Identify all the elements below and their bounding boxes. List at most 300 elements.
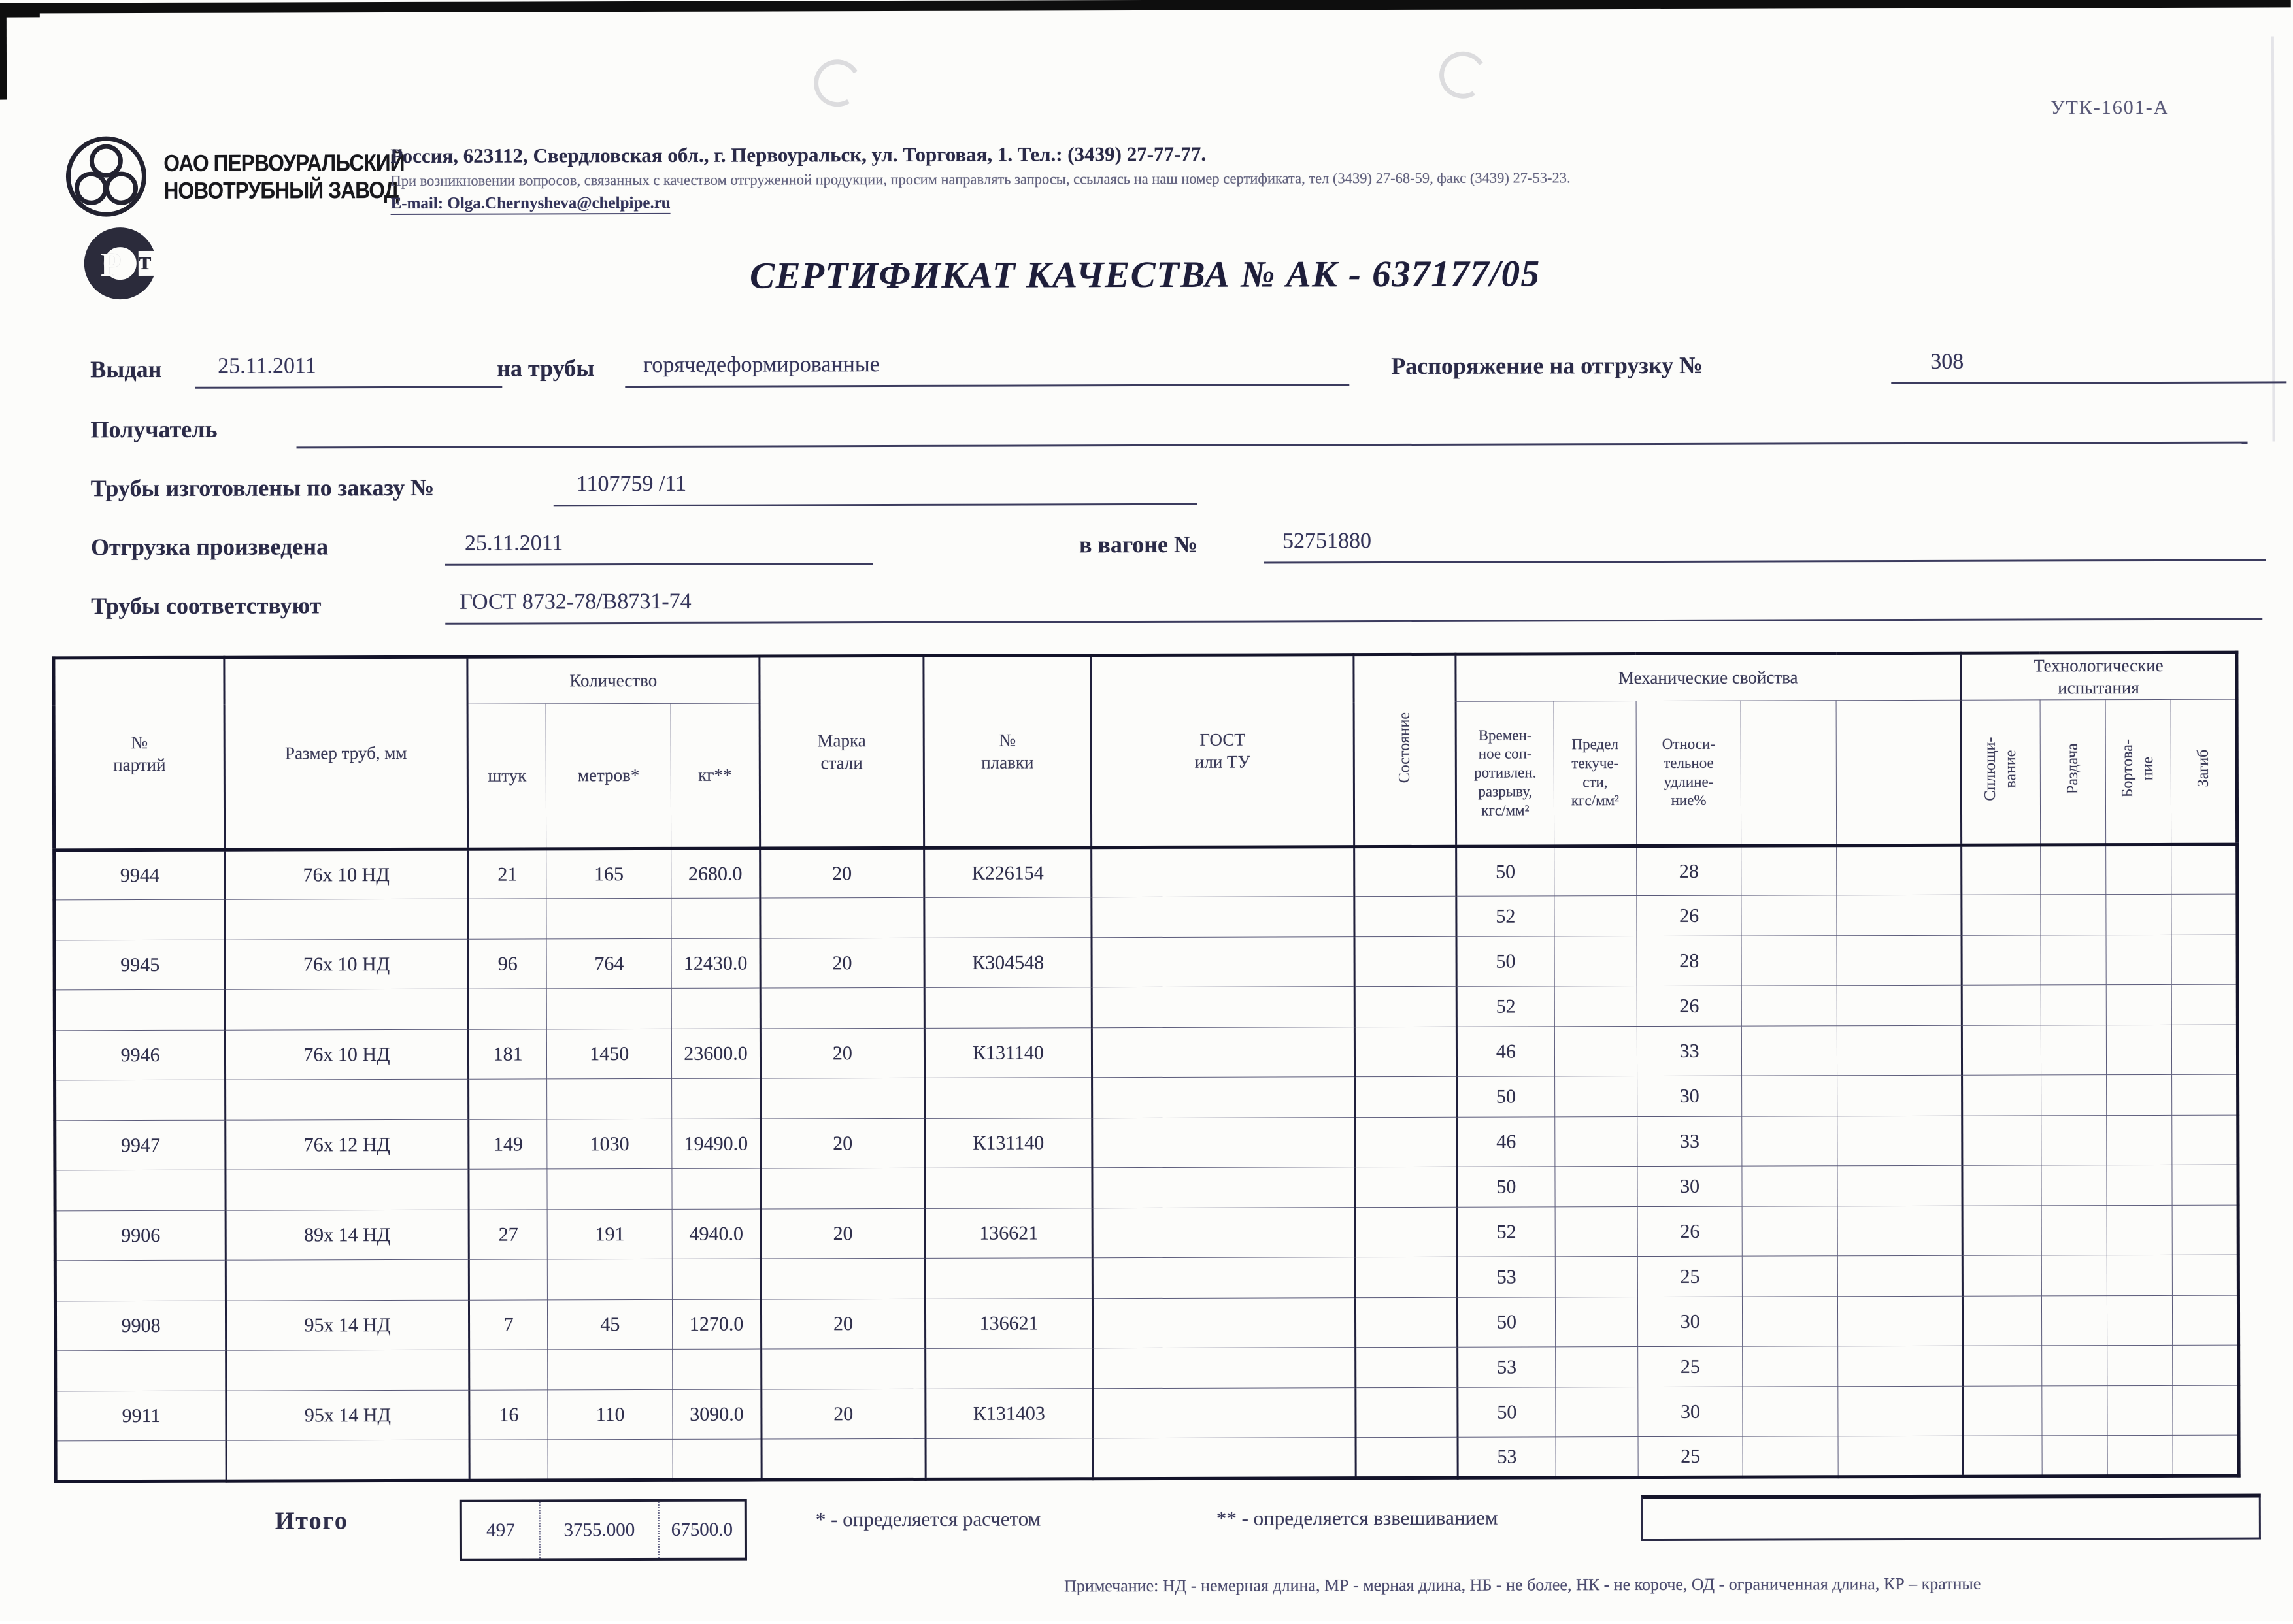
- cell-pcs: [468, 899, 547, 939]
- table-row: [55, 1295, 2238, 1351]
- cell-mech-extra1: [1742, 1116, 1837, 1166]
- company-address: Россия, 623112, Свердловская обл., г. Первоуральск, ул. Торговая, 1. Тел.: (3439) 27-77-77.: [390, 142, 1207, 168]
- cell-party: [56, 1350, 226, 1391]
- totals-pcs: 497: [462, 1502, 541, 1558]
- cell-steel: [760, 1078, 924, 1119]
- cell-elongation: 25: [1638, 1436, 1743, 1477]
- cell-mech-extra2: [1838, 1386, 1963, 1436]
- cell-size: [226, 1350, 469, 1391]
- totals-empty-box: [1641, 1494, 2261, 1541]
- cell-meters: [547, 1168, 672, 1209]
- cell-flanging: [2106, 984, 2172, 1025]
- col-header-flattening: Сплющи- вание: [1961, 700, 2040, 845]
- cell-heat: К226154: [924, 848, 1092, 898]
- col-header-mech-extra2: [1836, 700, 1961, 845]
- cell-elongation: 30: [1637, 1076, 1742, 1116]
- cell-yield: [1555, 1207, 1637, 1257]
- cell-state: [1355, 1207, 1457, 1257]
- cell-party: [54, 899, 225, 940]
- cell-meters: 1450: [547, 1029, 672, 1078]
- table-row: [56, 1385, 2239, 1441]
- company-name: [163, 149, 404, 205]
- cell-steel: [761, 1258, 925, 1299]
- cell-size: 89х 14 НД: [226, 1210, 469, 1260]
- cell-state: [1355, 1117, 1457, 1167]
- cell-meters: [547, 988, 672, 1029]
- cell-kg: 23600.0: [672, 1029, 761, 1078]
- table-row-secondary: [54, 984, 2237, 1031]
- cell-size: 95х 14 НД: [226, 1300, 469, 1350]
- col-header-kg: кг**: [671, 703, 760, 848]
- pipes-label: на трубы: [497, 355, 595, 382]
- cell-gost: [1092, 1257, 1355, 1299]
- order-label: Распоряжение на отгрузку №: [1391, 352, 1703, 380]
- cell-mech-extra1: [1743, 1297, 1838, 1346]
- cell-heat: [925, 1168, 1092, 1209]
- cell-flattening: [1962, 1206, 2041, 1255]
- table-row-secondary: [56, 1345, 2239, 1391]
- cell-mech-extra2: [1837, 1165, 1962, 1206]
- cell-steel: [761, 1348, 925, 1389]
- cell-yield: [1555, 1027, 1637, 1076]
- cell-mech-extra2: [1837, 1075, 1962, 1116]
- cell-tensile: 53: [1457, 1257, 1556, 1297]
- cell-flanging: [2107, 1295, 2173, 1345]
- cell-party: [55, 1260, 226, 1301]
- cell-flattening: [1962, 935, 2041, 985]
- cell-yield: [1556, 1437, 1638, 1478]
- cell-mech-extra2: [1837, 1206, 1962, 1255]
- cell-pcs: [469, 1259, 548, 1300]
- cell-flattening: [1962, 845, 2041, 895]
- cell-yield: [1555, 1167, 1637, 1207]
- cell-expansion: [2040, 895, 2106, 935]
- cell-size: 76х 10 НД: [225, 849, 468, 899]
- binder-hole-artifact: [1434, 46, 1491, 103]
- company-name-line1: ОАО ПЕРВОУРАЛЬСКИЙ: [163, 148, 405, 176]
- cell-mech-extra2: [1837, 895, 1962, 935]
- cell-yield: [1556, 1297, 1638, 1347]
- col-header-elongation: Относи- тельное удлине- ние%: [1636, 701, 1741, 846]
- cell-mech-extra1: [1741, 936, 1837, 986]
- cell-yield: [1554, 896, 1637, 936]
- cell-flattening: [1962, 1165, 2041, 1206]
- table-row: [54, 844, 2237, 900]
- cell-party: [55, 1080, 226, 1121]
- svg-text:т: т: [138, 245, 152, 276]
- cell-kg: 3090.0: [673, 1389, 762, 1439]
- cell-state: [1354, 936, 1456, 986]
- cell-tensile: 50: [1456, 936, 1555, 986]
- col-group-mechanical: Механические свойства: [1455, 653, 1961, 701]
- totals-kg: 67500.0: [671, 1519, 733, 1540]
- cell-meters: [548, 1439, 673, 1480]
- cell-heat: [924, 1078, 1092, 1119]
- cell-gost: [1092, 1118, 1355, 1168]
- cell-meters: 191: [547, 1209, 672, 1259]
- cell-steel: 20: [761, 1299, 925, 1349]
- col-group-quantity: Количество: [467, 656, 760, 704]
- cell-flattening: [1962, 1116, 2041, 1165]
- cell-meters: [548, 1349, 673, 1389]
- receiver-label: Получатель: [90, 416, 218, 443]
- standard-value: ГОСТ 8732-78/В8731-74: [445, 586, 2262, 625]
- cell-kg: [672, 1078, 761, 1119]
- cell-kg: [672, 1259, 761, 1299]
- cell-kg: [671, 988, 760, 1029]
- table-row: [54, 935, 2237, 990]
- cell-mech-extra2: [1837, 935, 1962, 985]
- cell-meters: 165: [546, 848, 671, 898]
- cell-elongation: 30: [1637, 1297, 1743, 1346]
- cell-bend: [2173, 1385, 2239, 1435]
- cell-mech-extra2: [1837, 1116, 1962, 1165]
- table-row-secondary: [55, 1074, 2238, 1121]
- cell-gost: [1092, 1167, 1355, 1208]
- cell-elongation: 26: [1637, 986, 1742, 1026]
- cell-expansion: [2041, 985, 2107, 1025]
- cell-mech-extra2: [1838, 1346, 1963, 1386]
- cell-steel: 20: [761, 1118, 925, 1168]
- table-row-secondary: [55, 1255, 2238, 1301]
- cell-heat: 136621: [925, 1299, 1092, 1349]
- cell-size: [226, 1079, 469, 1120]
- cell-elongation: 25: [1637, 1256, 1743, 1297]
- cell-tensile: 53: [1457, 1347, 1556, 1387]
- cell-flanging: [2107, 1385, 2173, 1435]
- totals-box: [460, 1499, 747, 1561]
- shipped-value: 25.11.2011: [445, 530, 873, 566]
- cell-state: [1354, 1027, 1456, 1076]
- cell-kg: 2680.0: [671, 848, 760, 898]
- cell-size: [226, 1440, 469, 1481]
- cell-tensile: 50: [1457, 1297, 1556, 1347]
- cell-mech-extra1: [1742, 1076, 1837, 1116]
- made-value: 1107759 /11: [554, 471, 1197, 507]
- col-header-expansion: Раздача: [2040, 700, 2106, 845]
- col-header-state: Состояние: [1354, 654, 1456, 846]
- cell-mech-extra2: [1837, 845, 1962, 895]
- cell-heat: К131140: [925, 1118, 1092, 1168]
- col-header-heat: № плавки: [924, 655, 1092, 848]
- cell-flattening: [1963, 1346, 2042, 1386]
- col-header-meters: метров*: [546, 703, 671, 848]
- col-header-steel: Марка стали: [760, 655, 924, 848]
- cell-state: [1356, 1387, 1458, 1437]
- col-header-bend: Загиб: [2171, 699, 2237, 844]
- certificate-title: СЕРТИФИКАТ КАЧЕСТВА № АК - 637177/05: [750, 253, 1541, 297]
- cell-yield: [1554, 846, 1637, 896]
- svg-text:Р: Р: [100, 246, 122, 284]
- cell-pcs: 7: [469, 1300, 548, 1350]
- cell-mech-extra1: [1742, 1166, 1837, 1206]
- cell-bend: [2173, 1435, 2239, 1476]
- cell-bend: [2171, 935, 2237, 984]
- form-code: УТК-1601-А: [2050, 96, 2169, 119]
- cell-steel: 20: [760, 848, 924, 898]
- totals-label: Итого: [275, 1507, 348, 1535]
- issued-label: Выдан: [90, 356, 162, 383]
- wagon-label: в вагоне №: [1079, 531, 1198, 558]
- cell-yield: [1555, 1117, 1637, 1167]
- cell-flanging: [2107, 1345, 2173, 1385]
- cell-gost: [1092, 987, 1354, 1028]
- cell-meters: [548, 1259, 673, 1299]
- cell-yield: [1554, 986, 1637, 1027]
- pipe-bundle-logo-icon: [60, 132, 158, 222]
- cell-gost: [1093, 1438, 1356, 1479]
- cell-flattening: [1963, 1386, 2042, 1436]
- receiver-value: [296, 409, 2247, 449]
- cell-tensile: 50: [1456, 1167, 1555, 1207]
- scan-edge-left: [0, 3, 7, 100]
- cell-mech-extra1: [1742, 1026, 1837, 1076]
- cell-steel: [760, 897, 924, 938]
- cell-kg: [673, 1439, 762, 1480]
- cell-gost: [1092, 897, 1354, 938]
- cell-heat: [924, 987, 1092, 1029]
- cell-pcs: [469, 1169, 548, 1210]
- cell-expansion: [2042, 1436, 2108, 1476]
- cell-pcs: [469, 1440, 548, 1480]
- cell-state: [1354, 986, 1456, 1027]
- cell-flanging: [2106, 1025, 2172, 1074]
- col-header-yield: Предел текуче- сти, кгс/мм²: [1554, 701, 1636, 846]
- cell-meters: 110: [548, 1389, 673, 1439]
- table-row: [55, 1205, 2238, 1261]
- cell-yield: [1556, 1347, 1638, 1387]
- cell-state: [1354, 896, 1456, 936]
- cell-meters: [546, 898, 671, 938]
- cell-flanging: [2107, 1115, 2173, 1165]
- cell-party: 9947: [55, 1120, 226, 1170]
- cell-heat: К304548: [924, 938, 1092, 988]
- cell-tensile: 46: [1456, 1117, 1555, 1167]
- cell-kg: [673, 1349, 762, 1389]
- cell-elongation: 33: [1637, 1026, 1742, 1076]
- cell-bend: [2171, 844, 2237, 894]
- cell-steel: [761, 1168, 925, 1209]
- cell-state: [1356, 1437, 1458, 1478]
- cell-expansion: [2041, 1296, 2107, 1346]
- cell-party: [55, 1170, 226, 1211]
- cell-meters: 45: [548, 1299, 673, 1349]
- cell-expansion: [2041, 1386, 2107, 1436]
- cell-tensile: 52: [1456, 896, 1554, 936]
- cell-bend: [2173, 1255, 2239, 1295]
- col-header-tensile: Времен- ное соп- ротивлен. разрыву, кгс/мм²: [1456, 701, 1554, 846]
- certificate-table: [52, 651, 2240, 1483]
- cell-gost: [1092, 1208, 1355, 1258]
- binder-hole-artifact: [809, 55, 866, 112]
- cell-flanging: [2107, 1255, 2173, 1295]
- cell-pcs: 96: [468, 939, 547, 989]
- cell-bend: [2172, 1165, 2238, 1205]
- cell-tensile: 52: [1456, 986, 1555, 1027]
- cell-mech-extra1: [1741, 846, 1837, 895]
- cell-gost: [1092, 1027, 1354, 1078]
- cell-expansion: [2041, 1255, 2107, 1296]
- cell-heat: 136621: [925, 1208, 1092, 1259]
- cell-flanging: [2107, 1165, 2173, 1205]
- cell-tensile: 50: [1457, 1387, 1556, 1437]
- cell-elongation: 26: [1637, 1206, 1743, 1256]
- cell-mech-extra2: [1838, 1436, 1963, 1476]
- cell-party: 9945: [54, 940, 225, 990]
- cell-elongation: 33: [1637, 1116, 1742, 1166]
- cell-flanging: [2107, 1205, 2173, 1255]
- cell-kg: 4940.0: [672, 1209, 761, 1259]
- cell-yield: [1554, 936, 1637, 986]
- cell-gost: [1092, 847, 1354, 897]
- cell-expansion: [2041, 1025, 2107, 1075]
- table-row: [54, 1025, 2237, 1080]
- cell-bend: [2172, 984, 2238, 1025]
- cell-flanging: [2107, 1074, 2173, 1115]
- cell-bend: [2172, 1074, 2238, 1115]
- col-header-pcs: штук: [467, 704, 546, 849]
- cell-elongation: 28: [1636, 846, 1741, 895]
- cell-flanging: [2106, 894, 2172, 935]
- scan-edge-top: [0, 0, 2291, 14]
- cell-flanging: [2106, 935, 2172, 984]
- cell-steel: [762, 1438, 926, 1480]
- cell-pcs: 16: [469, 1390, 548, 1440]
- cell-state: [1355, 1257, 1457, 1297]
- cell-party: [56, 1440, 226, 1482]
- cell-elongation: 30: [1637, 1166, 1743, 1206]
- cell-flattening: [1962, 985, 2041, 1025]
- cell-steel: 20: [760, 938, 924, 988]
- cell-gost: [1093, 1298, 1356, 1348]
- cell-flattening: [1962, 1255, 2041, 1296]
- cell-gost: [1092, 937, 1354, 987]
- cell-flanging: [2107, 1435, 2173, 1476]
- cell-mech-extra1: [1743, 1387, 1838, 1436]
- cell-mech-extra1: [1743, 1346, 1838, 1387]
- cell-meters: 1030: [547, 1119, 672, 1168]
- cell-state: [1355, 1167, 1457, 1207]
- totals-meters: 3755.000: [541, 1502, 660, 1558]
- cell-pcs: [468, 989, 547, 1029]
- cell-kg: 1270.0: [673, 1299, 762, 1349]
- cell-heat: [925, 1258, 1092, 1299]
- company-email: E-mail: Olga.Chernysheva@chelpipe.ru: [391, 190, 2195, 213]
- cell-heat: [924, 897, 1092, 938]
- cell-pcs: 27: [469, 1210, 548, 1259]
- footnote-weighed: ** - определяется взвешиванием: [1216, 1506, 1498, 1530]
- cell-tensile: 52: [1457, 1207, 1556, 1257]
- cell-mech-extra1: [1743, 1206, 1838, 1256]
- cell-party: 9906: [55, 1210, 226, 1261]
- cell-tensile: 53: [1458, 1437, 1556, 1478]
- cell-bend: [2172, 1205, 2238, 1255]
- order-value: 308: [1891, 348, 2286, 384]
- cell-size: 76х 10 НД: [226, 1029, 469, 1080]
- cell-elongation: 25: [1637, 1346, 1743, 1387]
- cell-bend: [2173, 1295, 2239, 1345]
- col-header-gost: ГОСТ или ТУ: [1091, 655, 1354, 848]
- cell-gost: [1092, 1077, 1355, 1118]
- cell-kg: 19490.0: [672, 1119, 761, 1168]
- col-group-technological: Технологические испытания: [1961, 652, 2237, 700]
- issued-value: 25.11.2011: [195, 354, 502, 389]
- cell-elongation: 30: [1638, 1387, 1743, 1436]
- cell-bend: [2171, 894, 2237, 935]
- cell-state: [1356, 1347, 1458, 1387]
- cell-tensile: 50: [1456, 846, 1554, 896]
- table-row-secondary: [56, 1435, 2239, 1482]
- company-logo: [60, 131, 437, 223]
- cell-gost: [1093, 1348, 1356, 1389]
- cell-mech-extra1: [1742, 986, 1837, 1026]
- cell-yield: [1555, 1076, 1637, 1117]
- cell-party: 9908: [55, 1301, 226, 1351]
- made-label: Трубы изготовлены по заказу №: [90, 474, 435, 502]
- shipped-label: Отгрузка произведена: [90, 533, 329, 561]
- cell-pcs: 149: [469, 1119, 548, 1169]
- cell-kg: 12430.0: [671, 938, 760, 988]
- col-header-party: № партий: [54, 657, 225, 850]
- cell-mech-extra1: [1743, 1256, 1838, 1297]
- cell-pcs: [469, 1350, 548, 1390]
- cell-state: [1354, 846, 1456, 896]
- cell-pcs: 181: [468, 1029, 547, 1079]
- cell-party: 9946: [54, 1030, 225, 1080]
- cell-heat: К131140: [924, 1028, 1092, 1078]
- cell-bend: [2172, 1025, 2238, 1074]
- cell-mech-extra2: [1837, 1025, 1962, 1075]
- cell-size: 76х 10 НД: [225, 939, 468, 989]
- table-row-secondary: [54, 894, 2237, 940]
- cell-expansion: [2041, 1075, 2107, 1116]
- col-header-size: Размер труб, мм: [224, 657, 467, 850]
- cell-expansion: [2041, 935, 2107, 985]
- col-header-mech-extra1: [1741, 701, 1837, 846]
- table-row-secondary: [55, 1165, 2238, 1211]
- standard-label: Трубы соответствуют: [91, 592, 322, 620]
- cell-kg: [672, 1168, 761, 1209]
- cell-steel: 20: [762, 1389, 926, 1439]
- cell-gost: [1093, 1388, 1356, 1438]
- cell-party: 9911: [56, 1391, 226, 1441]
- cell-mech-extra1: [1743, 1436, 1838, 1477]
- table-row: [55, 1115, 2238, 1170]
- company-contact-block: [390, 140, 2194, 213]
- cell-flattening: [1962, 1025, 2041, 1075]
- cell-elongation: 28: [1637, 936, 1742, 986]
- cell-flattening: [1963, 1436, 2042, 1476]
- cell-expansion: [2040, 845, 2106, 895]
- wagon-value: 52751880: [1264, 527, 2266, 564]
- cell-steel: 20: [761, 1208, 925, 1259]
- cell-bend: [2172, 1115, 2238, 1165]
- cell-size: [225, 899, 468, 940]
- cell-yield: [1556, 1257, 1638, 1297]
- cell-heat: [926, 1438, 1093, 1480]
- cell-size: [225, 989, 468, 1030]
- cell-state: [1355, 1297, 1457, 1347]
- cell-kg: [671, 898, 760, 938]
- cell-pcs: [468, 1079, 547, 1119]
- cell-flattening: [1962, 895, 2041, 935]
- cell-party: [54, 989, 225, 1031]
- cell-expansion: [2041, 1165, 2107, 1206]
- cell-mech-extra1: [1741, 895, 1837, 936]
- cell-meters: [547, 1078, 672, 1119]
- cell-flanging: [2106, 844, 2172, 894]
- cell-expansion: [2041, 1206, 2107, 1255]
